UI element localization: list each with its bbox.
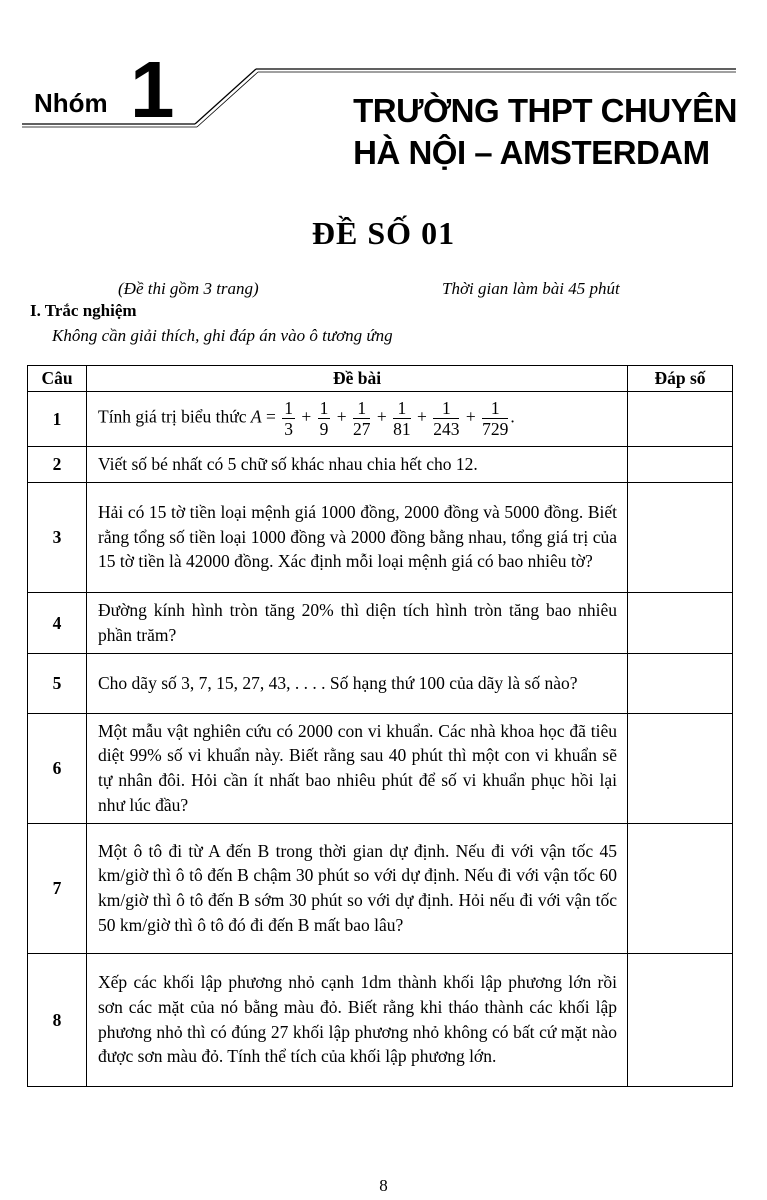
question-number: 1 — [28, 392, 87, 447]
table-row — [28, 824, 733, 954]
fraction-numerator: 1 — [353, 398, 371, 419]
fraction — [353, 398, 371, 439]
answer-cell[interactable] — [628, 593, 733, 654]
question-1-prefix: Tính giá trị biểu thức — [98, 406, 247, 427]
math-equals: = — [265, 406, 276, 427]
header-question-number: Câu — [28, 366, 87, 392]
fraction-denominator: 27 — [352, 419, 371, 439]
header-question-text: Đề bài — [87, 366, 628, 392]
table-row — [28, 392, 733, 447]
math-variable: A — [250, 406, 262, 427]
table-row — [28, 593, 733, 654]
section-instruction: Không cần giải thích, ghi đáp án vào ô tương ứng — [52, 326, 393, 345]
math-plus: + — [465, 406, 476, 427]
group-number: 1 — [130, 45, 175, 134]
table-row — [28, 714, 733, 824]
math-period: . — [510, 406, 515, 427]
math-plus: + — [376, 406, 387, 427]
question-number: 3 — [28, 483, 87, 593]
fraction-denominator: 81 — [393, 419, 411, 439]
question-text: Cho dãy số 3, 7, 15, 27, 43, . . . . Số hạng thứ 100 của dãy là số nào? — [87, 654, 628, 714]
fraction-numerator: 1 — [482, 398, 508, 419]
school-line-1: TRƯỜNG THPT CHUYÊN — [353, 92, 737, 129]
fraction — [318, 398, 331, 439]
pages-note: (Đề thi gồm 3 trang) — [118, 279, 259, 298]
math-plus: + — [301, 406, 312, 427]
school-line-2: HÀ NỘI – AMSTERDAM — [353, 134, 710, 171]
question-text: Hải có 15 tờ tiền loại mệnh giá 1000 đồng, 2000 đồng và 5000 đồng. Biết rằng tổng số tiền loại 1000 đồng và 2000 đồng bằng nhau, tổng giá trị của 15 tờ tiền là 42000 đồng. Xác định mỗi loại mệnh giá có bao nhiêu tờ? — [87, 483, 628, 593]
time-note: Thời gian làm bài 45 phút — [442, 279, 620, 298]
header-answer: Đáp số — [628, 366, 733, 392]
question-text: Một mẫu vật nghiên cứu có 2000 con vi khuẩn. Các nhà khoa học đã tiêu diệt 99% số vi khuẩn này. Biết rằng sau 40 phút thì một con vi khuẩn sẽ tự nhân đôi. Hỏi cần ít nhất bao nhiêu phút để số vi khuẩn phục hồi lại như lúc đầu? — [87, 714, 628, 824]
table-header-row — [28, 366, 733, 392]
fraction — [393, 398, 411, 439]
fraction-numerator: 1 — [393, 398, 411, 419]
fraction-numerator: 1 — [433, 398, 459, 419]
section-title: I. Trắc nghiệm — [30, 301, 137, 320]
answer-cell[interactable] — [628, 483, 733, 593]
fraction-denominator: 9 — [319, 419, 329, 439]
answer-cell[interactable] — [628, 954, 733, 1087]
math-plus: + — [416, 406, 427, 427]
question-text — [87, 392, 628, 447]
question-text: Một ô tô đi từ A đến B trong thời gian dự định. Nếu đi với vận tốc 45 km/giờ thì ô tô đến B chậm 30 phút so với dự định. Nếu đi với vận tốc 60 km/giờ thì ô tô đến B sớm 30 phút so với dự định. Hỏi nếu đi với vận tốc 50 km/giờ thì ô tô đó đi đến B mất bao lâu? — [87, 824, 628, 954]
question-table — [27, 365, 733, 1087]
question-text: Đường kính hình tròn tăng 20% thì diện tích hình tròn tăng bao nhiêu phần trăm? — [87, 593, 628, 654]
answer-cell[interactable] — [628, 824, 733, 954]
answer-cell[interactable] — [628, 447, 733, 483]
table-row — [28, 954, 733, 1087]
fraction-denominator: 3 — [284, 419, 293, 439]
fraction-denominator: 243 — [433, 419, 460, 439]
fraction — [282, 398, 295, 439]
fraction-numerator: 1 — [284, 398, 293, 418]
question-number: 8 — [28, 954, 87, 1087]
answer-cell[interactable] — [628, 714, 733, 824]
table-row — [28, 447, 733, 483]
answer-cell[interactable] — [628, 392, 733, 447]
question-number: 7 — [28, 824, 87, 954]
exam-title: ĐỀ SỐ 01 — [311, 215, 456, 251]
question-number: 6 — [28, 714, 87, 824]
table-row — [28, 483, 733, 593]
table-row — [28, 654, 733, 714]
question-number: 5 — [28, 654, 87, 714]
answer-cell[interactable] — [628, 654, 733, 714]
fraction — [482, 398, 508, 439]
math-plus: + — [336, 406, 347, 427]
fraction — [433, 398, 459, 439]
school-name — [353, 90, 737, 174]
question-text: Viết số bé nhất có 5 chữ số khác nhau chia hết cho 12. — [87, 447, 628, 483]
question-number: 2 — [28, 447, 87, 483]
group-label: Nhóm — [34, 88, 108, 118]
fraction-numerator: 1 — [319, 398, 329, 418]
page-number: 8 — [379, 1176, 388, 1195]
question-text: Xếp các khối lập phương nhỏ cạnh 1dm thành khối lập phương lớn rồi sơn các mặt của nó bằng màu đỏ. Biết rằng khi tháo thành các khối lập phương nhỏ thì có đúng 27 khối lập phương nhỏ không có bất cứ mặt nào được sơn màu đỏ. Tính thể tích của khối lập phương lớn. — [87, 954, 628, 1087]
fraction-denominator: 729 — [482, 419, 509, 439]
question-number: 4 — [28, 593, 87, 654]
